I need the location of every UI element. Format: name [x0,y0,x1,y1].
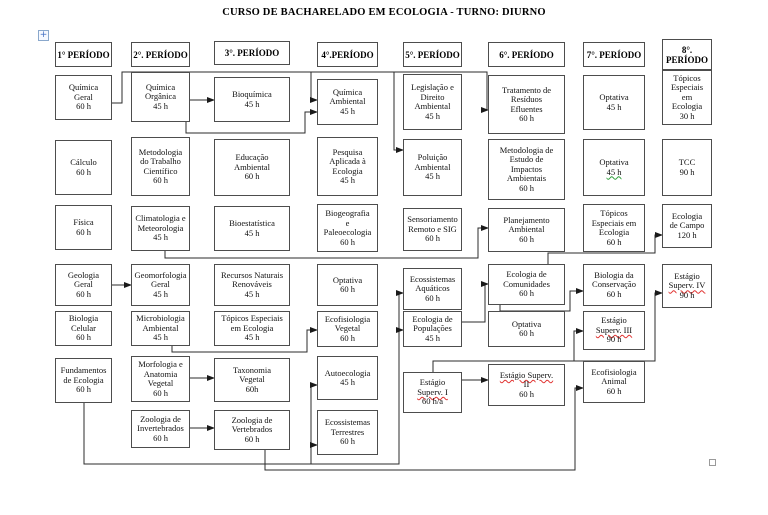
course-box-line: Paleoecologia [323,227,372,237]
course-box-line: Biologia da [594,269,634,280]
course-box-line: Climatologia e [135,213,186,224]
course-box-line: Ecologia [671,101,703,112]
course-box-line: Química [145,81,176,92]
course-box-line: Efluentes [510,103,543,114]
course-box-line: 60 h [340,236,355,247]
period-header-7: 7°. PERÍODO [583,42,645,67]
course-box-microbiologia-ambiental [131,311,190,346]
course-box-bioquimica [214,77,290,122]
course-box-line: 60 h [606,236,622,247]
course-box-line: Educação [235,152,269,163]
course-box-line: Estágio [419,377,446,388]
course-box-line: Remoto e SIG [408,223,457,234]
course-box-line: Tópicos Especiais [221,313,283,324]
course-box-line: 60 h [519,233,534,244]
course-box-line: Estágio Superv. [499,369,554,380]
course-box-biologia-celular [55,311,112,346]
course-box-line: 45 h [244,332,260,343]
course-box-line: 60 h [340,436,355,447]
course-box-quimica-ambiental [317,79,378,125]
course-box-line: Orgânica [145,91,176,102]
course-box-line: 60 h [425,292,440,303]
course-box-line: Sensoriamento [407,214,458,225]
course-box-line: Planejamento [503,214,550,225]
course-box-line: Bioquímica [232,89,272,99]
course-box-line: Impactos [510,163,543,174]
course-box-line: 60 h [76,101,91,112]
course-box-line: Geral [151,279,170,290]
course-box-line: Resíduos [510,94,543,104]
course-box-line: Metodologia de [499,144,554,155]
course-box-line: Optativa [332,274,363,285]
course-box-line: Microbiologia [136,313,185,324]
course-box-line: 45 h [153,332,168,343]
course-box-ecofisiologia-animal [583,361,645,403]
course-box-line: 60 h [153,175,168,185]
course-box-line: Química [68,82,99,93]
course-box-line: Ecologia [332,165,363,176]
course-box-line: 60 h [606,288,622,299]
course-box-line: Estudo de [509,154,544,165]
course-box-line: 45 h [153,232,168,243]
course-box-line: TCC [678,157,696,167]
course-box-line: Legislação e [411,82,454,92]
course-box-line: Comunidades [503,278,550,289]
course-box-line: Tratamento de [501,84,552,95]
course-box-line: Optativa [599,157,629,167]
course-box-line: 60 h [244,171,260,182]
course-box-taxonomia-vegetal [214,358,290,402]
course-box-zoologia-vertebrados [214,410,290,450]
course-box-line: 60 h [340,284,355,294]
course-box-line: Especiais em [591,217,637,228]
course-box-metodologia-trabalho [131,137,190,196]
course-box-line: 120 h [677,229,697,240]
course-box-line: Meteorologia [137,222,184,233]
course-box-line: Optativa [599,92,629,102]
period-header-8: 8°. PERÍODO [662,39,712,70]
course-box-line: Ecologia [671,210,703,221]
course-box-quimica-geral [55,75,112,120]
course-box-line: 60 h [519,328,534,338]
course-box-line: Geral [74,91,93,102]
course-box-line: Direito [420,91,445,102]
course-box-line: Animal [601,376,627,387]
course-box-line: 60 h [153,387,168,398]
course-box-line: e [345,217,350,228]
page-title: CURSO DE BACHARELADO EM ECOLOGIA - TURNO: DIURNO [222,7,546,18]
course-box-line: Especiais [670,82,704,93]
course-box-line: Vegetal [147,378,174,388]
course-box-line: Física [73,217,94,227]
course-box-line: Ambiental [508,224,545,235]
course-box-line: Taxonomia [232,364,272,375]
course-box-line: 45 h [153,288,168,299]
course-box-optativa-6 [488,311,565,347]
course-box-line: Superv. IV [668,280,706,291]
course-box-line: Aplicada à [329,156,366,166]
course-box-pesquisa-aplicada [317,137,378,196]
course-box-topicos-especiais-3 [214,311,290,346]
course-box-morfologia-anatomia-vegetal [131,356,190,402]
course-box-line: 90 h [606,334,622,345]
course-box-line: Aquáticos [415,283,450,294]
course-box-climatologia-meteorologia [131,206,190,251]
course-box-line: Ecossistemas [324,417,371,428]
course-box-optativa-7a [583,75,645,130]
course-box-line: 60 h [519,182,534,193]
course-box-line: Poluição [417,152,448,163]
course-box-quimica-organica [131,72,190,122]
course-box-line: Ambientais [506,173,547,184]
course-box-line: de Ecologia [63,374,104,385]
course-box-fisica [55,205,112,250]
course-box-optativa-7b [583,139,645,196]
course-box-line: Tópicos [673,72,701,83]
course-box-line: Conservação [592,279,636,290]
course-box-line: Vertebrados [231,424,273,435]
course-box-line: 60 h [76,332,91,343]
course-box-biologia-conservacao [583,264,645,306]
course-box-planejamento-ambiental [488,208,565,252]
course-box-line: Vegetal [239,374,265,385]
course-box-line: Vegetal [334,323,361,334]
course-box-ecossistemas-terrestres [317,410,378,455]
course-box-ecologia-populacoes [403,311,462,347]
course-box-line: Ecofisiologia [591,366,637,377]
course-box-line: Celular [70,322,97,333]
course-box-line: Tópicos [600,208,628,218]
course-box-ecologia-campo [662,204,712,248]
course-box-line: do Trabalho [140,156,181,166]
course-box-line: 45 h [340,377,355,387]
course-box-line: 60 h [519,288,534,299]
course-box-line: Superv. I [417,386,448,397]
course-box-recursos-naturais [214,264,290,306]
course-box-line: 60h [245,383,259,394]
course-box-line: Biogeografia [325,208,370,218]
course-box-legislacao-direito [403,74,462,130]
course-box-line: Metodologia [138,146,183,157]
course-box-line: Cálculo [70,157,97,167]
course-box-line: 45 h [425,110,440,121]
course-box-metodologia-impactos [488,139,565,200]
course-box-line: Ambiental [414,101,451,111]
course-box-tratamento-residuos [488,75,565,134]
course-box-line: Ecologia de [412,313,453,324]
course-box-ecologia-comunidades [488,264,565,305]
course-box-line: 60 h [519,388,534,399]
course-box-line: 60 h [76,166,91,177]
course-box-line: Zoologia de [231,414,273,425]
course-box-line: 45 h [244,98,260,109]
course-box-line: 30 h [679,110,695,121]
course-box-line: Bioestatística [229,218,275,228]
course-box-line: Renováveis [232,279,272,290]
course-box-line: Ecologia de [506,269,547,280]
course-box-line: Ambiental [414,161,451,172]
course-box-line: Recursos Naturais [220,269,284,280]
course-box-estagio-2 [488,364,565,406]
course-box-line: Ecossistemas [409,273,456,284]
prereq-arrow-ecologia-populacoes-to-ecologia-comunidades [462,284,488,322]
course-box-autoecologia [317,356,378,400]
period-header-3: 3°. PERÍODO [214,41,290,65]
course-box-line: Pesquisa [332,146,363,157]
period-header-1: 1° PERÍODO [55,42,112,67]
course-box-line: Geral [74,279,93,290]
course-box-line: Geologia [67,269,100,280]
course-box-line: Geomorfologia [134,269,187,280]
course-box-line: 60 h [76,288,91,299]
period-header-6: 6°. PERÍODO [488,42,565,67]
course-box-calculo [55,140,112,195]
course-box-line: 60 h/a [421,396,443,407]
course-box-geomorfologia-geral [131,264,190,306]
course-box-line: Biologia [68,313,99,324]
course-box-line: 45 h [153,100,168,111]
course-box-tcc [662,139,712,196]
course-box-line: Fundamentos [60,365,107,376]
course-box-line: Científico [143,165,178,176]
course-box-line: Estágio [674,270,700,281]
course-box-line: Invertebrados [137,423,184,434]
course-box-line: 90 h [679,289,695,300]
course-box-line: Superv. III [595,324,633,335]
course-box-line: Estágio [601,315,627,326]
course-box-line: 45 h [425,171,440,182]
course-box-educacao-ambiental [214,139,290,196]
course-box-topicos-especiais-7 [583,204,645,252]
resize-handle-icon[interactable] [709,459,716,466]
course-box-line: Ecofisiologia [324,313,371,324]
course-box-sensoriamento-remoto [403,208,462,251]
course-box-line: 45 h [425,332,440,343]
course-box-line: II [523,379,530,390]
course-box-line: em [681,91,693,102]
course-box-line: Química [332,86,363,97]
course-box-line: Morfologia e [138,359,183,369]
course-box-line: 45 h [606,101,622,112]
table-move-handle-icon[interactable]: + [39,30,48,40]
course-box-biogeografia [317,204,378,252]
course-box-line: 60 h [425,233,440,244]
course-box-line: Populações [413,323,452,334]
course-box-line: 45 h [606,166,622,177]
course-box-line: Optativa [511,318,542,329]
course-box-line: de Campo [669,220,705,231]
course-box-line: 60 h [340,332,355,343]
course-box-ecofisiologia-vegetal [317,311,378,347]
course-box-estagio-4 [662,264,712,308]
course-box-line: 60 h [153,432,168,443]
course-box-zoologia-invertebrados [131,410,190,448]
course-box-line: 60 h [244,433,260,444]
course-box-line: Ambiental [234,161,270,172]
course-box-optativa-4 [317,264,378,306]
course-box-estagio-1 [403,372,462,413]
course-box-geologia-geral [55,264,112,306]
course-box-line: Terrestres [330,426,365,437]
course-box-poluicao-ambiental [403,139,462,196]
course-box-line: 45 h [244,288,260,299]
course-box-line: 60 h [606,385,622,396]
course-box-line: 45 h [340,105,355,116]
course-box-line: 90 h [679,166,695,177]
course-box-line: Anatomia [143,368,178,379]
course-box-line: 60 h [76,384,91,395]
course-box-estagio-3 [583,311,645,350]
course-box-line: Ambiental [329,96,366,107]
course-box-bioestatistica [214,206,290,251]
course-box-topicos-especiais-8 [662,70,712,125]
course-box-line: 45 h [244,227,260,238]
course-box-line: em Ecologia [230,322,274,333]
period-header-4: 4°.PERÍODO [317,42,378,67]
period-header-2: 2°. PERÍODO [131,42,190,67]
course-box-line: 60 h [519,113,534,123]
course-box-fundamentos-ecologia [55,358,112,403]
course-box-line: Zoologia de [140,413,181,424]
course-box-line: Autoecologia [324,367,371,378]
course-box-line: Ecologia [598,227,630,237]
course-box-ecossistemas-aquaticos [403,268,462,310]
course-box-line: Ambiental [142,322,179,333]
course-box-line: 60 h [76,226,91,237]
course-box-line: 45 h [340,175,355,185]
period-header-5: 5°. PERÍODO [403,42,462,67]
